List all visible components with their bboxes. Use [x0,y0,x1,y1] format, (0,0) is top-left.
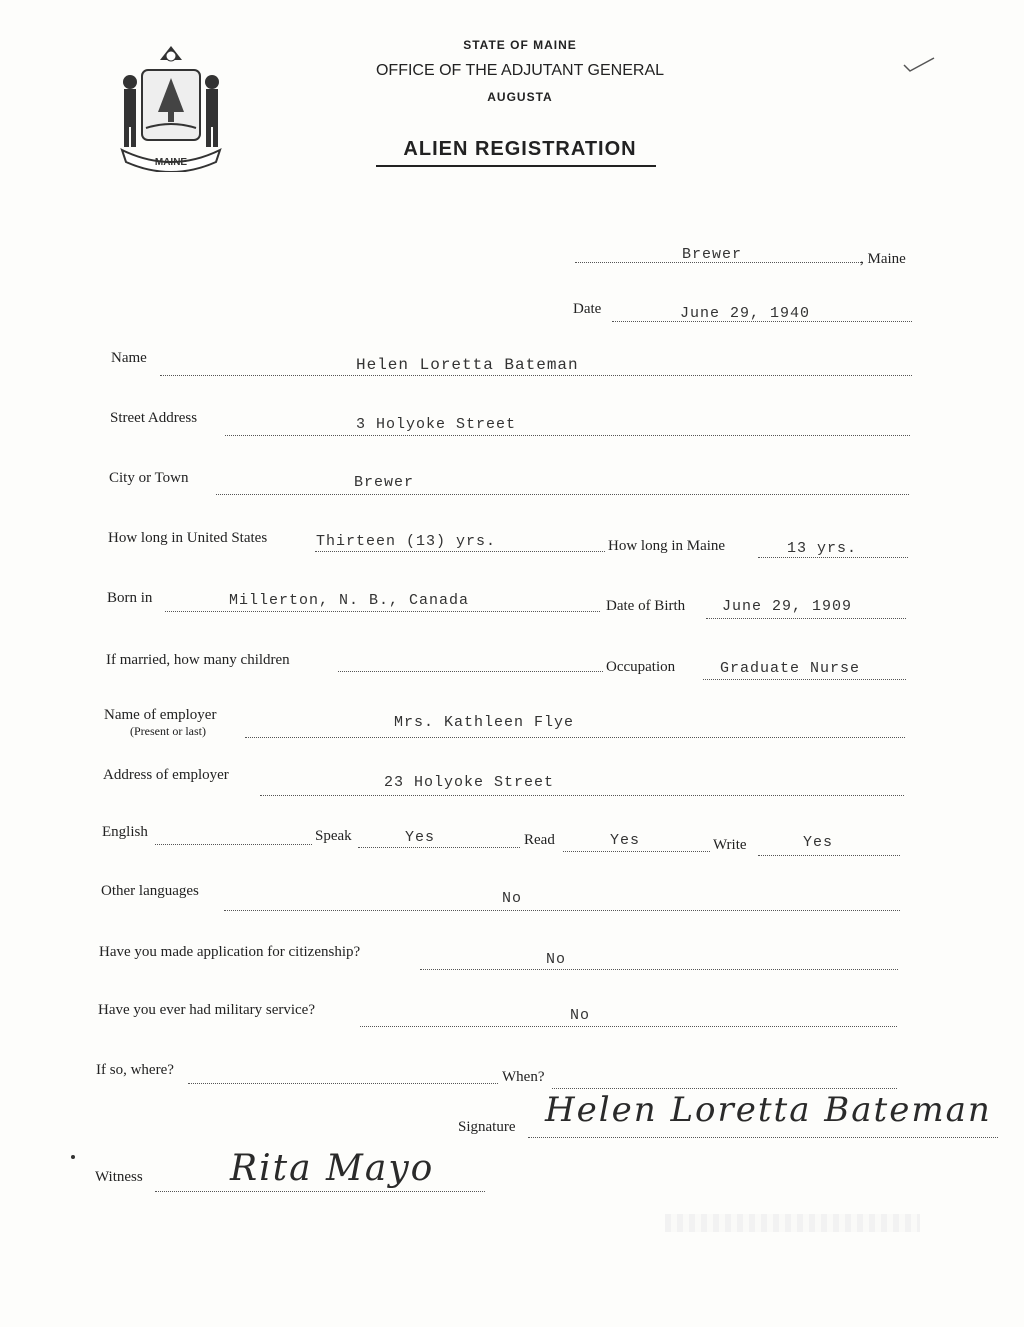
dob-label: Date of Birth [606,598,686,614]
name-label: Name [111,350,147,366]
witness-label: Witness [95,1169,143,1185]
other-languages-value: No [502,890,523,907]
header-state: STATE OF MAINE [463,38,577,52]
speak-label: Speak [315,828,352,844]
date-value: June 29, 1940 [680,305,811,322]
stray-mark [71,1155,75,1159]
write-value: Yes [803,834,834,851]
english-line [155,843,312,845]
check-mark-icon [902,55,936,80]
location-suffix: , Maine [860,251,906,267]
state-seal [112,42,230,172]
employer-sublabel: (Present or last) [130,724,206,738]
faint-stamp [665,1214,920,1232]
name-line [160,374,912,376]
when-line [552,1087,897,1089]
other-languages-label: Other languages [101,883,199,899]
employer-label: Name of employer [104,707,217,723]
employer-address-label: Address of employer [103,767,229,783]
how-long-maine-label: How long in Maine [608,538,726,554]
signature-line [528,1136,998,1138]
born-in-line [165,610,600,612]
citizenship-value: No [546,951,567,968]
city-label: City or Town [109,470,189,486]
citizenship-line [420,968,898,970]
speak-line [358,846,520,848]
dob-line [706,617,906,619]
employer-line [245,736,905,738]
children-label: If married, how many children [106,652,290,668]
street-label: Street Address [110,410,198,426]
how-long-us-label: How long in United States [108,530,268,546]
read-label: Read [524,832,555,848]
read-value: Yes [610,832,641,849]
occupation-line [703,678,906,680]
header-city: AUGUSTA [487,90,553,104]
page-title: ALIEN REGISTRATION [403,138,637,160]
employer-address-value: 23 Holyoke Street [384,774,555,791]
header-office: OFFICE OF THE ADJUTANT GENERAL [375,62,665,79]
witness-line [155,1190,485,1192]
signature-value: Helen Loretta Bateman [545,1090,992,1130]
employer-value: Mrs. Kathleen Flye [394,714,575,731]
other-languages-line [224,909,900,911]
where-line [188,1082,498,1084]
employer-address-line [260,794,904,796]
witness-value: Rita Mayo [230,1148,435,1189]
write-line [758,854,900,856]
english-label: English [102,824,148,840]
how-long-us-value: Thirteen (13) yrs. [316,533,497,550]
children-line [338,670,603,672]
write-label: Write [713,837,747,853]
street-line [225,434,910,436]
how-long-us-line [315,550,605,552]
citizenship-label: Have you made application for citizenship? [99,944,361,960]
signature-label: Signature [458,1119,516,1135]
dob-value: June 29, 1909 [722,598,853,615]
city-line [216,493,909,495]
street-value: 3 Holyoke Street [356,416,517,433]
when-label: When? [502,1069,545,1085]
born-in-label: Born in [107,590,153,606]
city-value: Brewer [354,474,415,491]
seal-text: MAINE [154,157,188,168]
military-line [360,1025,897,1027]
title-underline [376,165,656,167]
where-label: If so, where? [96,1062,174,1078]
how-long-maine-value: 13 yrs. [787,540,858,557]
occupation-label: Occupation [606,659,676,675]
born-in-value: Millerton, N. B., Canada [229,592,470,609]
military-label: Have you ever had military service? [98,1002,315,1018]
name-value: Helen Loretta Bateman [356,356,579,374]
occupation-value: Graduate Nurse [720,660,861,677]
read-line [563,850,710,852]
location-value: Brewer [682,246,743,263]
date-label: Date [573,301,602,317]
military-value: No [570,1007,591,1024]
speak-value: Yes [405,829,436,846]
